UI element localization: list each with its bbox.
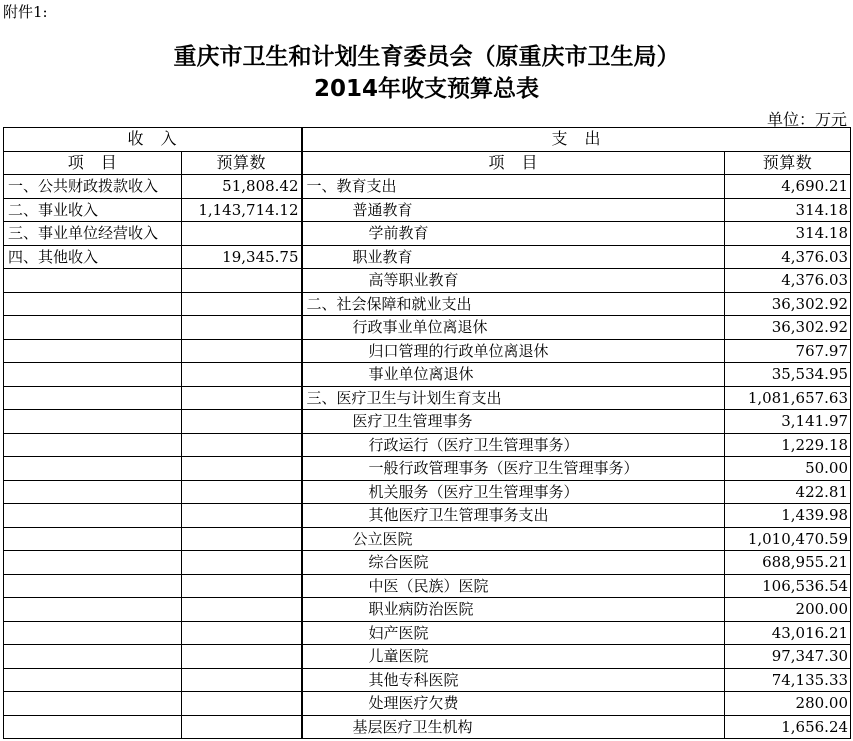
income-value-cell — [182, 621, 302, 645]
expense-value-cell: 97,347.30 — [725, 645, 851, 669]
income-item-cell: 二、事业收入 — [4, 198, 182, 222]
expense-item-cell: 其他医疗卫生管理事务支出 — [302, 504, 725, 528]
expense-item-cell: 一、教育支出 — [302, 175, 725, 199]
table-row — [4, 668, 851, 692]
income-item-cell — [4, 692, 182, 716]
expense-value-cell: 3,141.97 — [725, 410, 851, 434]
page-title: 重庆市卫生和计划生育委员会（原重庆市卫生局） — [173, 44, 680, 70]
income-value-cell — [182, 386, 302, 410]
table-row — [4, 410, 851, 434]
income-value-cell — [182, 527, 302, 551]
income-header: 收 入 — [4, 128, 302, 152]
expense-item-cell: 职业病防治医院 — [302, 598, 725, 622]
income-value-cell — [182, 433, 302, 457]
income-item-cell — [4, 269, 182, 293]
income-item-cell — [4, 410, 182, 434]
expense-value-cell: 50.00 — [725, 457, 851, 481]
table-row — [4, 598, 851, 622]
income-value-cell — [182, 668, 302, 692]
expense-item-cell: 职业教育 — [302, 245, 725, 269]
table-row — [4, 269, 851, 293]
expense-item-cell: 三、医疗卫生与计划生育支出 — [302, 386, 725, 410]
table-row — [4, 386, 851, 410]
expense-value-cell: 1,081,657.63 — [725, 386, 851, 410]
expense-item-cell: 行政运行（医疗卫生管理事务） — [302, 433, 725, 457]
table-row — [4, 363, 851, 387]
table-row — [4, 339, 851, 363]
income-value-cell — [182, 715, 302, 739]
expense-value-cell: 280.00 — [725, 692, 851, 716]
unit-label: 单位：万元 — [766, 110, 847, 129]
table-row — [4, 692, 851, 716]
expense-value-cell: 200.00 — [725, 598, 851, 622]
table-row — [4, 645, 851, 669]
income-value-cell — [182, 480, 302, 504]
expense-value-cell: 1,229.18 — [725, 433, 851, 457]
expense-budget-header: 预算数 — [725, 151, 851, 175]
table-row — [4, 198, 851, 222]
table-row — [4, 222, 851, 246]
expense-value-cell: 43,016.21 — [725, 621, 851, 645]
income-item-cell: 一、公共财政拨款收入 — [4, 175, 182, 199]
income-item-cell — [4, 598, 182, 622]
income-item-cell — [4, 621, 182, 645]
expense-item-cell: 处理医疗欠费 — [302, 692, 725, 716]
income-item-cell — [4, 527, 182, 551]
income-value-cell — [182, 222, 302, 246]
income-item-cell — [4, 292, 182, 316]
table-row — [4, 574, 851, 598]
expense-value-cell: 314.18 — [725, 222, 851, 246]
header-row-1 — [4, 128, 851, 152]
expense-value-cell: 1,439.98 — [725, 504, 851, 528]
income-item-header: 项 目 — [4, 151, 182, 175]
attachment-label: 附件1: — [3, 3, 48, 21]
income-item-cell — [4, 316, 182, 340]
income-value-cell: 51,808.42 — [182, 175, 302, 199]
table-row — [4, 480, 851, 504]
expense-item-cell: 公立医院 — [302, 527, 725, 551]
income-item-cell: 四、其他收入 — [4, 245, 182, 269]
income-value-cell — [182, 692, 302, 716]
expense-item-cell: 综合医院 — [302, 551, 725, 575]
expense-item-cell: 中医（民族）医院 — [302, 574, 725, 598]
table-row — [4, 292, 851, 316]
expense-item-cell: 其他专科医院 — [302, 668, 725, 692]
header-row-2 — [4, 151, 851, 175]
income-item-cell: 三、事业单位经营收入 — [4, 222, 182, 246]
expense-item-cell: 学前教育 — [302, 222, 725, 246]
income-item-cell — [4, 339, 182, 363]
table-row — [4, 433, 851, 457]
income-budget-header: 预算数 — [182, 151, 302, 175]
table-row — [4, 175, 851, 199]
expense-value-cell: 1,656.24 — [725, 715, 851, 739]
income-item-cell — [4, 480, 182, 504]
expense-value-cell: 767.97 — [725, 339, 851, 363]
expense-value-cell: 1,010,470.59 — [725, 527, 851, 551]
income-value-cell — [182, 551, 302, 575]
income-item-cell — [4, 433, 182, 457]
expense-item-cell: 二、社会保障和就业支出 — [302, 292, 725, 316]
income-item-cell — [4, 551, 182, 575]
expense-item-cell: 医疗卫生管理事务 — [302, 410, 725, 434]
income-item-cell — [4, 457, 182, 481]
expense-value-cell: 36,302.92 — [725, 292, 851, 316]
income-value-cell: 1,143,714.12 — [182, 198, 302, 222]
income-value-cell — [182, 457, 302, 481]
table-row — [4, 457, 851, 481]
page-subtitle: 2014年收支预算总表 — [313, 76, 539, 102]
expense-value-cell: 35,534.95 — [725, 363, 851, 387]
table-row — [4, 504, 851, 528]
income-item-cell — [4, 645, 182, 669]
income-value-cell — [182, 269, 302, 293]
expense-item-cell: 机关服务（医疗卫生管理事务） — [302, 480, 725, 504]
income-value-cell: 19,345.75 — [182, 245, 302, 269]
income-value-cell — [182, 339, 302, 363]
expense-value-cell: 74,135.33 — [725, 668, 851, 692]
income-value-cell — [182, 598, 302, 622]
table-row — [4, 316, 851, 340]
expense-item-cell: 事业单位离退休 — [302, 363, 725, 387]
income-value-cell — [182, 410, 302, 434]
table-row — [4, 715, 851, 739]
income-item-cell — [4, 574, 182, 598]
income-item-cell — [4, 668, 182, 692]
expense-value-cell: 4,376.03 — [725, 269, 851, 293]
expense-item-cell: 妇产医院 — [302, 621, 725, 645]
expense-value-cell: 314.18 — [725, 198, 851, 222]
table-row — [4, 551, 851, 575]
expense-item-cell: 高等职业教育 — [302, 269, 725, 293]
income-value-cell — [182, 504, 302, 528]
income-value-cell — [182, 574, 302, 598]
expense-item-cell: 普通教育 — [302, 198, 725, 222]
income-item-cell — [4, 363, 182, 387]
expense-value-cell: 422.81 — [725, 480, 851, 504]
budget-table — [3, 127, 851, 739]
expense-item-cell: 一般行政管理事务（医疗卫生管理事务） — [302, 457, 725, 481]
expense-value-cell: 688,955.21 — [725, 551, 851, 575]
expense-item-header: 项 目 — [302, 151, 725, 175]
income-item-cell — [4, 715, 182, 739]
table-row — [4, 527, 851, 551]
expense-value-cell: 4,690.21 — [725, 175, 851, 199]
table-row — [4, 245, 851, 269]
expense-value-cell: 106,536.54 — [725, 574, 851, 598]
income-item-cell — [4, 386, 182, 410]
expense-item-cell: 归口管理的行政单位离退休 — [302, 339, 725, 363]
table-row — [4, 621, 851, 645]
expense-item-cell: 儿童医院 — [302, 645, 725, 669]
income-value-cell — [182, 316, 302, 340]
income-item-cell — [4, 504, 182, 528]
income-value-cell — [182, 292, 302, 316]
expense-value-cell: 4,376.03 — [725, 245, 851, 269]
expense-item-cell: 行政事业单位离退休 — [302, 316, 725, 340]
income-value-cell — [182, 363, 302, 387]
expense-value-cell: 36,302.92 — [725, 316, 851, 340]
expense-item-cell: 基层医疗卫生机构 — [302, 715, 725, 739]
income-value-cell — [182, 645, 302, 669]
expense-header: 支 出 — [302, 128, 851, 152]
